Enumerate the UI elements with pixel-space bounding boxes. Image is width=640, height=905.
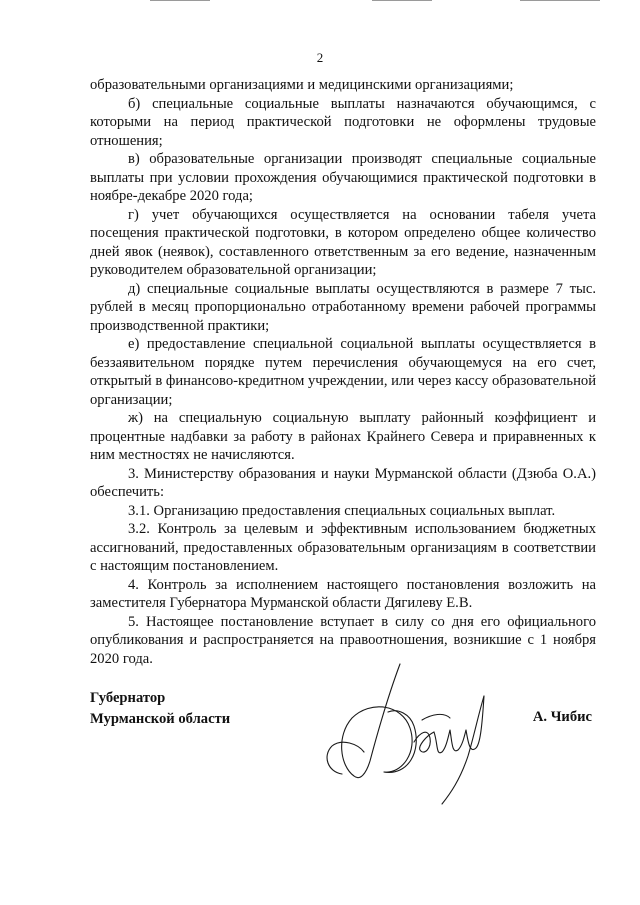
paragraph-3: 3. Министерству образования и науки Мурманской области (Дзюба О.А.) обеспечить:: [90, 465, 596, 500]
paragraph-b: б) специальные социальные выплаты назначаются обучающимся, с которыми на период практической подготовки не оформлены трудовые отношения;: [90, 95, 596, 149]
handwritten-signature: [318, 656, 508, 806]
signer-position: [90, 688, 230, 730]
paragraph-continuation: образовательными организациями и медицинскими организациями;: [90, 77, 514, 93]
paragraph-v: в) образовательные организации производят специальные социальные выплаты при условии прохождения обучающимися практической подготовки в ноябре-декабре 2020 года;: [90, 151, 596, 204]
paragraph-3-2: 3.2. Контроль за целевым и эффективным использованием бюджетных ассигнований, предоставленных образовательным организациям в соответствии с настоящим постановлением.: [90, 521, 596, 574]
paragraph-d: д) специальные социальные выплаты осуществляются в размере 7 тыс. рублей в месяц пропорционально отработанному времени рабочей программы производственной практики;: [90, 280, 596, 334]
signer-position-line1: Губернатор: [90, 690, 166, 706]
paragraph-e: е) предоставление специальной социальной выплаты осуществляется в беззаявительном порядке путем перечисления обучающемуся на его счет, открытый в финансово-кредитном учреждении, или через кассу образовательной организации;: [90, 336, 596, 408]
page-number: 2: [316, 50, 324, 65]
signer-name: А. Чибис: [532, 709, 592, 725]
signer-position-line2: Мурманской области: [90, 711, 231, 727]
paragraph-4: 4. Контроль за исполнением настоящего постановления возложить на заместителя Губернатора Мурманской области Дягилеву Е.В.: [90, 576, 596, 611]
signature-block: [90, 678, 596, 828]
paragraph-g: г) учет обучающихся осуществляется на основании табеля учета посещения практической подготовки, в котором определено общее количество дней явок (неявок), составленного ответственным за его ведение, назначенным руководителем образовательной организации;: [90, 206, 596, 278]
paragraph-3-1: 3.1. Организацию предоставления специальных социальных выплат.: [128, 502, 556, 519]
document-body: [90, 76, 596, 668]
top-edge-mark: [372, 0, 432, 1]
paragraph-5: 5. Настоящее постановление вступает в силу со дня его официального опубликования и распространяется на правоотношения, возникшие с 1 ноября 2020 года.: [90, 613, 596, 667]
paragraph-zh: ж) на специальную социальную выплату районный коэффициент и процентные надбавки за работу в районах Крайнего Севера и приравненных к ним местностях не начисляются.: [90, 410, 596, 463]
top-edge-mark: [520, 0, 600, 1]
top-edge-mark: [150, 0, 210, 1]
